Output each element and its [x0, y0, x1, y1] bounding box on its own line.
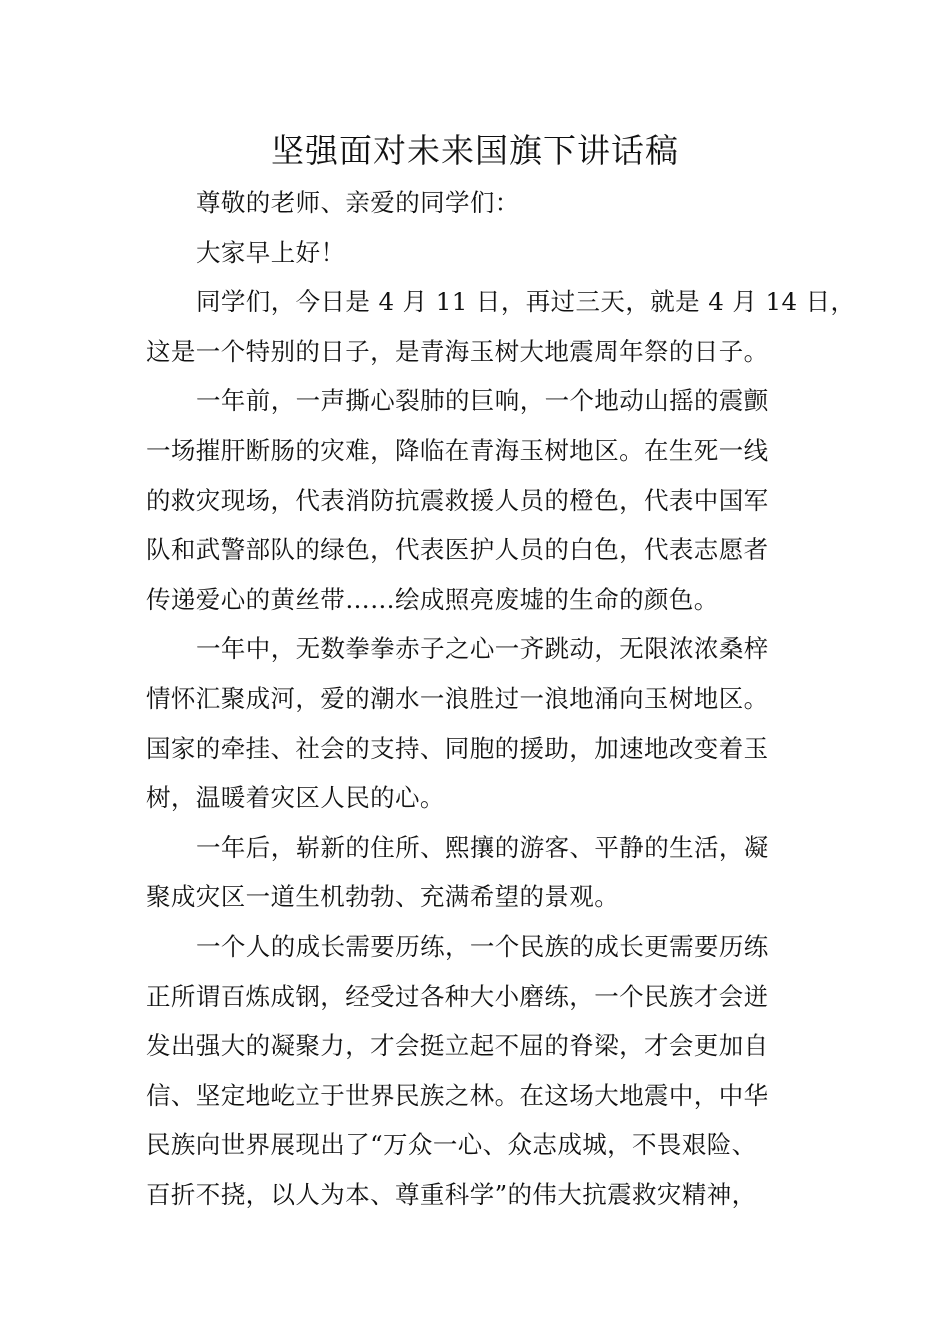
text-line: 队和武警部队的绿色，代表医护人员的白色，代表志愿者	[146, 535, 769, 565]
text-line: 大家早上好！	[196, 237, 346, 267]
text-line: 同学们，今日是 4 月 11 日，再过三天，就是 4 月 14 日，	[196, 287, 856, 317]
text-line: 一年中，无数拳拳赤子之心一齐跳动，无限浓浓桑梓	[196, 634, 769, 664]
document-body	[146, 178, 856, 1219]
text-line: 正所谓百炼成钢，经受过各种大小磨练，一个民族才会迸	[146, 981, 769, 1011]
text-line: 这是一个特别的日子，是青海玉树大地震周年祭的日子。	[146, 336, 769, 366]
text-line: 民族向世界展现出了“万众一心、众志成城，不畏艰险、	[146, 1130, 757, 1160]
text-line: 传递爱心的黄丝带……绘成照亮废墟的生命的颜色。	[146, 584, 719, 614]
text-line: 一个人的成长需要历练，一个民族的成长更需要历练	[196, 931, 769, 961]
document-title: 坚强面对未来国旗下讲话稿	[271, 131, 679, 170]
text-line: 尊敬的老师、亲爱的同学们：	[196, 188, 520, 217]
text-line: 国家的牵挂、社会的支持、同胞的援助，加速地改变着玉	[146, 733, 769, 763]
text-line: 树，温暖着灾区人民的心。	[146, 783, 445, 813]
text-line: 一年前，一声撕心裂肺的巨响，一个地动山摇的震颤	[196, 386, 769, 416]
text-line: 一场摧肝断肠的灾难，降临在青海玉树地区。在生死一线	[146, 435, 769, 465]
text-line: 信、坚定地屹立于世界民族之林。在这场大地震中，中华	[146, 1080, 769, 1110]
text-line: 的救灾现场，代表消防抗震救援人员的橙色，代表中国军	[146, 485, 769, 515]
text-line: 情怀汇聚成河，爱的潮水一浪胜过一浪地涌向玉树地区。	[146, 683, 769, 713]
text-line: 发出强大的凝聚力，才会挺立起不屈的脊梁，才会更加自	[146, 1031, 769, 1061]
text-line: 百折不挠，以人为本、尊重科学”的伟大抗震救灾精神，	[146, 1179, 757, 1209]
text-line: 聚成灾区一道生机勃勃、充满希望的景观。	[146, 882, 620, 912]
text-line: 一年后，崭新的住所、熙攘的游客、平静的生活，凝	[196, 832, 769, 862]
